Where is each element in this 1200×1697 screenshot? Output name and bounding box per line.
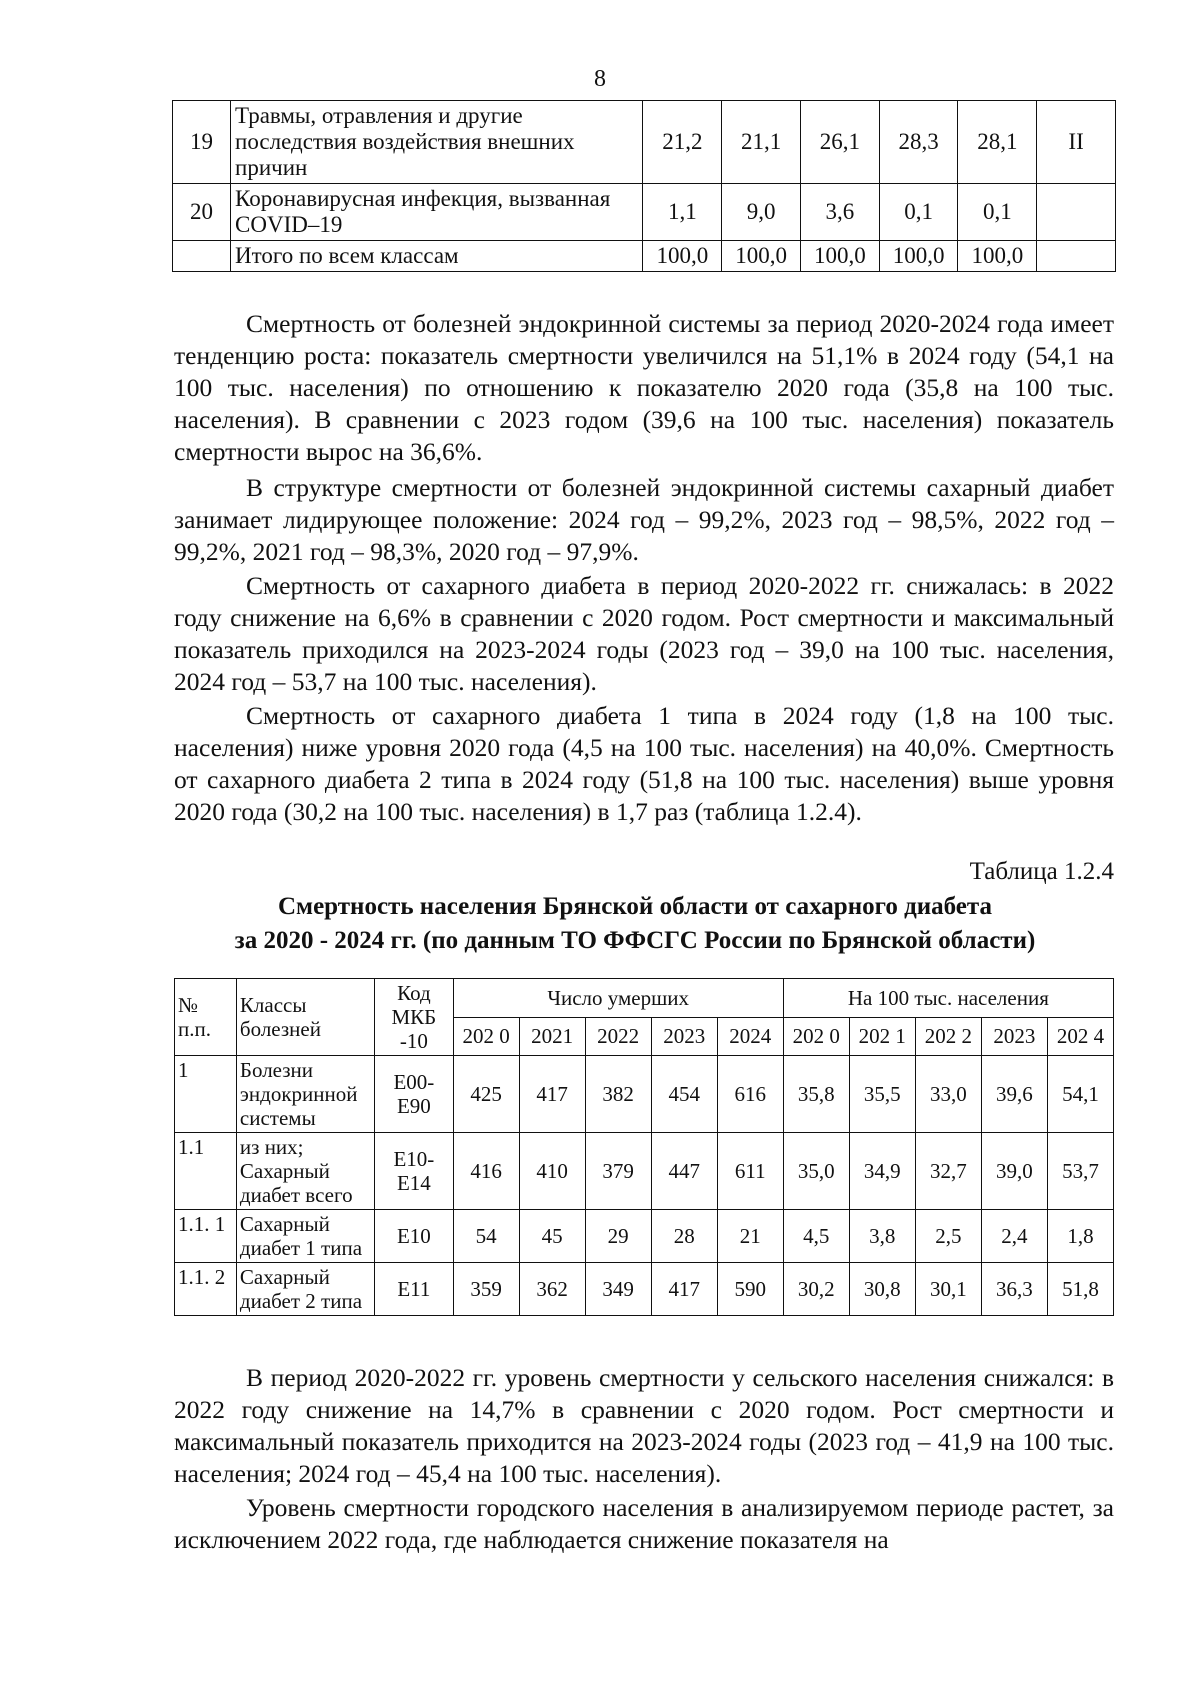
header-year: 202 0 (453, 1017, 519, 1056)
row-number (173, 241, 231, 272)
rate-cell: 33,0 (915, 1056, 981, 1133)
paragraph-diabetes-dynamics: Смертность от сахарного диабета в период 2020-2022 гг. снижалась: в 2022 году снижение на 6,6% в сравнении с 2020 годом. Рост смертности и максимальный показатель приходился на 2023-2024 годы (2023 год – 39,0 на 100 тыс. населения, 2024 год – 53,7 на 100 тыс. населения). (174, 571, 1114, 696)
deaths-cell: 28 (651, 1210, 717, 1263)
table-title (150, 890, 1120, 958)
header-classes: Классы болезней (236, 979, 374, 1056)
deaths-cell: 616 (717, 1056, 783, 1133)
page-number: 8 (594, 66, 606, 92)
deaths-cell: 382 (585, 1056, 651, 1133)
header-deaths: Число умерших (453, 979, 783, 1018)
row-number: 1.1. 1 (175, 1210, 237, 1263)
diabetes-mortality-table (174, 978, 1114, 1316)
row-number: 20 (173, 184, 231, 241)
rate-cell: 54,1 (1047, 1056, 1113, 1133)
deaths-cell: 21 (717, 1210, 783, 1263)
rate-cell: 2,5 (915, 1210, 981, 1263)
table-title-line-2: за 2020 - 2024 гг. (по данным ТО ФФСГС России по Брянской области) (234, 927, 1036, 954)
header-year: 202 1 (849, 1017, 915, 1056)
paragraph-endocrine-trend: Смертность от болезней эндокринной системы за период 2020-2024 года имеет тенденцию роста: показатель смертности увеличился на 51,1% в 2024 году (54,1 на 100 тыс. населения) по отношению к показателю 2020 года (35,8 на 100 тыс. населения). В сравнении с 2023 годом (39,6 на 100 тыс. населения) показатель смертности вырос на 36,6%. (174, 309, 1114, 466)
cause-name: Травмы, отравления и другие последствия воздействия внешних причин (231, 101, 643, 184)
rate-cell: 51,8 (1047, 1263, 1113, 1316)
deaths-cell: 454 (651, 1056, 717, 1133)
deaths-cell: 611 (717, 1133, 783, 1210)
header-per-100k: На 100 тыс. населения (783, 979, 1113, 1018)
rate-cell: 4,5 (783, 1210, 849, 1263)
rate-cell: 1,8 (1047, 1210, 1113, 1263)
paragraph-diabetes-types: Смертность от сахарного диабета 1 типа в 2024 году (1,8 на 100 тыс. населения) ниже уровня 2020 года (4,5 на 100 тыс. населения) на 40,0%. Смертность от сахарного диабета 2 типа в 2024 году (51,8 на 100 тыс. населения) выше уровня 2020 года (30,2 на 100 тыс. населения) в 1,7 раз (таблица 1.2.4). (174, 701, 1114, 826)
header-icd-code: Код МКБ -10 (375, 979, 453, 1056)
table-label: Таблица 1.2.4 (969, 858, 1114, 885)
disease-class: из них; Сахарный диабет всего (236, 1133, 374, 1210)
icd-code: E11 (375, 1263, 453, 1316)
value-cell: 100,0 (958, 241, 1037, 272)
cause-name: Итого по всем классам (231, 241, 643, 272)
rate-cell: 34,9 (849, 1133, 915, 1210)
deaths-cell: 45 (519, 1210, 585, 1263)
disease-class: Болезни эндокринной системы (236, 1056, 374, 1133)
table-row (175, 1056, 1114, 1133)
table-header-row (175, 979, 1114, 1018)
deaths-cell: 379 (585, 1133, 651, 1210)
value-cell: 100,0 (879, 241, 958, 272)
rate-cell: 53,7 (1047, 1133, 1113, 1210)
disease-class: Сахарный диабет 2 типа (236, 1263, 374, 1316)
row-number: 19 (173, 101, 231, 184)
rate-cell: 30,1 (915, 1263, 981, 1316)
table-row (175, 1263, 1114, 1316)
table-row (173, 101, 1116, 184)
deaths-cell: 29 (585, 1210, 651, 1263)
icd-code: E00-E90 (375, 1056, 453, 1133)
deaths-cell: 425 (453, 1056, 519, 1133)
icd-code: E10-E14 (375, 1133, 453, 1210)
table-title-line-1: Смертность населения Брянской области от сахарного диабета (278, 893, 992, 920)
rate-cell: 30,2 (783, 1263, 849, 1316)
deaths-cell: 359 (453, 1263, 519, 1316)
deaths-cell: 410 (519, 1133, 585, 1210)
value-cell: 21,2 (643, 101, 722, 184)
cause-of-death-table-continuation (172, 100, 1116, 272)
table-row (175, 1210, 1114, 1263)
paragraph-urban-mortality: Уровень смертности городского населения в анализируемом периоде растет, за исключением 2022 года, где наблюдается снижение показателя на (174, 1493, 1114, 1554)
rate-cell: 36,3 (981, 1263, 1047, 1316)
value-cell: 0,1 (879, 184, 958, 241)
rate-cell: 39,0 (981, 1133, 1047, 1210)
rate-cell: 39,6 (981, 1056, 1047, 1133)
value-cell: 0,1 (958, 184, 1037, 241)
row-number: 1.1. 2 (175, 1263, 237, 1316)
paragraph-diabetes-share: В структуре смертности от болезней эндокринной системы сахарный диабет занимает лидирующее положение: 2024 год – 99,2%, 2023 год – 98,5%, 2022 год – 99,2%, 2021 год – 98,3%, 2020 год – 97,9%. (174, 473, 1114, 566)
value-cell: 28,1 (958, 101, 1037, 184)
deaths-cell: 349 (585, 1263, 651, 1316)
table-row (175, 1133, 1114, 1210)
value-cell: 3,6 (800, 184, 879, 241)
value-cell: 100,0 (800, 241, 879, 272)
row-number: 1.1 (175, 1133, 237, 1210)
deaths-cell: 417 (519, 1056, 585, 1133)
value-cell: 26,1 (800, 101, 879, 184)
header-year: 2023 (981, 1017, 1047, 1056)
rank-cell (1037, 184, 1116, 241)
value-cell: 100,0 (643, 241, 722, 272)
deaths-cell: 416 (453, 1133, 519, 1210)
row-number: 1 (175, 1056, 237, 1133)
value-cell: 100,0 (722, 241, 801, 272)
deaths-cell: 54 (453, 1210, 519, 1263)
header-year: 202 0 (783, 1017, 849, 1056)
rank-cell: II (1037, 101, 1116, 184)
header-year: 2021 (519, 1017, 585, 1056)
rate-cell: 35,5 (849, 1056, 915, 1133)
deaths-cell: 590 (717, 1263, 783, 1316)
paragraph-rural-mortality: В период 2020-2022 гг. уровень смертности у сельского населения снижался: в 2022 году снижение на 14,7% в сравнении с 2020 годом. Рост смертности и максимальный показатель приходится на 2023-2024 годы (2023 год – 41,9 на 100 тыс. населения; 2024 год – 45,4 на 100 тыс. населения). (174, 1363, 1114, 1488)
header-number: № п.п. (175, 979, 237, 1056)
rate-cell: 3,8 (849, 1210, 915, 1263)
rate-cell: 2,4 (981, 1210, 1047, 1263)
value-cell: 21,1 (722, 101, 801, 184)
deaths-cell: 417 (651, 1263, 717, 1316)
table-row-total (173, 241, 1116, 272)
icd-code: E10 (375, 1210, 453, 1263)
header-year: 202 4 (1047, 1017, 1113, 1056)
rate-cell: 32,7 (915, 1133, 981, 1210)
disease-class: Сахарный диабет 1 типа (236, 1210, 374, 1263)
header-year: 2023 (651, 1017, 717, 1056)
header-year: 202 2 (915, 1017, 981, 1056)
deaths-cell: 362 (519, 1263, 585, 1316)
cause-name: Коронавирусная инфекция, вызванная COVID–19 (231, 184, 643, 241)
rank-cell (1037, 241, 1116, 272)
value-cell: 9,0 (722, 184, 801, 241)
rate-cell: 35,0 (783, 1133, 849, 1210)
table-row (173, 184, 1116, 241)
rate-cell: 35,8 (783, 1056, 849, 1133)
deaths-cell: 447 (651, 1133, 717, 1210)
value-cell: 28,3 (879, 101, 958, 184)
header-year: 2024 (717, 1017, 783, 1056)
value-cell: 1,1 (643, 184, 722, 241)
header-year: 2022 (585, 1017, 651, 1056)
rate-cell: 30,8 (849, 1263, 915, 1316)
